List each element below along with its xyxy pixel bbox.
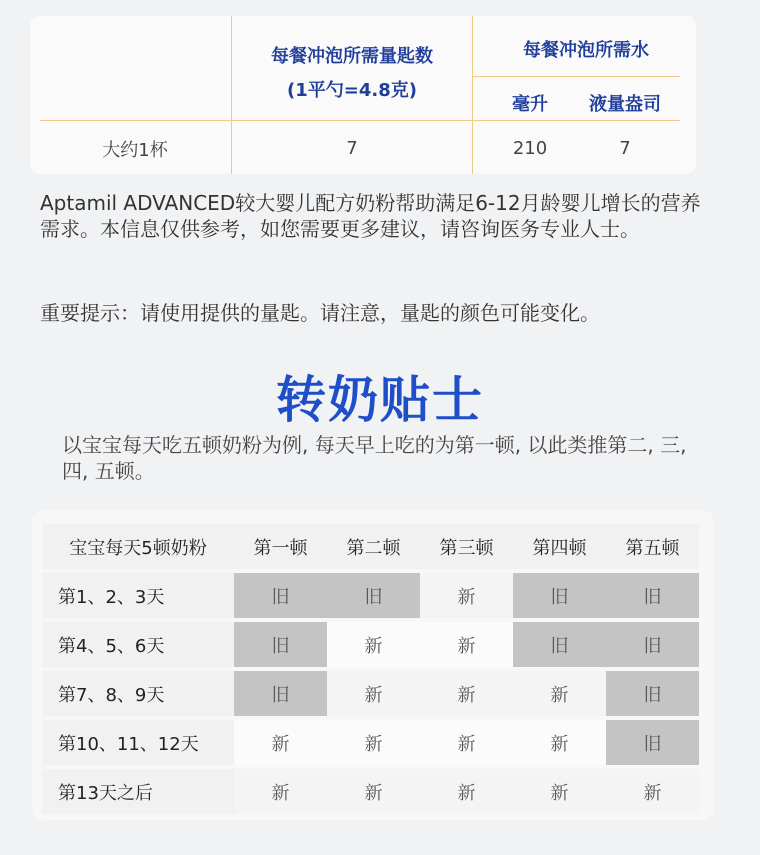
switch-schedule-table — [32, 510, 714, 820]
schedule-cell: 新 — [513, 720, 606, 765]
schedule-cell: 新 — [420, 720, 513, 765]
scoops-value: 7 — [346, 138, 358, 159]
schedule-cell: 旧 — [327, 573, 420, 618]
product-info-paragraph: Aptamil ADVANCED较大婴儿配方奶粉帮助满足6-12月龄婴儿增长的营养需求。本信息仅供参考，如您需要更多建议，请咨询医务专业人士。 — [40, 191, 701, 241]
header-water: 每餐冲泡所需水 — [523, 40, 649, 61]
schedule-row — [42, 573, 699, 618]
header-scoops-note: (1平勺=4.8克) — [287, 80, 417, 101]
important-note: 重要提示：请使用提供的量匙。请注意，量匙的颜色可能变化。 — [40, 301, 600, 325]
floz-value: 7 — [619, 138, 631, 159]
schedule-cell: 新 — [234, 769, 327, 814]
schedule-row — [42, 769, 699, 814]
schedule-row-label: 第7、8、9天 — [42, 671, 234, 716]
schedule-cell: 新 — [327, 720, 420, 765]
meal-header: 第二顿 — [327, 524, 420, 569]
meal-header: 第一顿 — [234, 524, 327, 569]
schedule-cell: 旧 — [234, 573, 327, 618]
schedule-row — [42, 622, 699, 667]
schedule-cell: 旧 — [606, 622, 699, 667]
schedule-row — [42, 720, 699, 765]
schedule-cell: 新 — [327, 671, 420, 716]
tips-description: 以宝宝每天吃五顿奶粉为例, 每天早上吃的为第一顿, 以此类推第二, 三, 四, 五顿。 — [62, 433, 687, 483]
row-label: 大约1杯 — [102, 140, 168, 161]
schedule-cell: 旧 — [234, 622, 327, 667]
schedule-cell: 新 — [420, 622, 513, 667]
schedule-row-label: 第1、2、3天 — [42, 573, 234, 618]
meal-header: 第五顿 — [606, 524, 699, 569]
schedule-cell: 新 — [420, 671, 513, 716]
schedule-row-label: 第13天之后 — [42, 769, 234, 814]
schedule-cell: 新 — [234, 720, 327, 765]
schedule-cell: 旧 — [234, 671, 327, 716]
schedule-cell: 旧 — [513, 622, 606, 667]
schedule-cell: 旧 — [606, 671, 699, 716]
schedule-cell: 新 — [513, 671, 606, 716]
ml-value: 210 — [512, 138, 548, 159]
header-scoops: 每餐冲泡所需量匙数 — [271, 46, 433, 67]
schedule-cell: 新 — [420, 769, 513, 814]
schedule-row — [42, 671, 699, 716]
schedule-row-label: 第4、5、6天 — [42, 622, 234, 667]
schedule-cell: 新 — [606, 769, 699, 814]
schedule-cell: 新 — [420, 573, 513, 618]
schedule-header-row — [42, 524, 699, 569]
schedule-cell: 旧 — [513, 573, 606, 618]
meal-header: 第四顿 — [513, 524, 606, 569]
schedule-cell: 新 — [327, 622, 420, 667]
schedule-cell: 旧 — [606, 573, 699, 618]
header-floz: 液量盎司 — [589, 94, 661, 115]
header-ml: 毫升 — [512, 94, 548, 115]
feeding-table — [30, 16, 696, 174]
schedule-row-label: 第10、11、12天 — [42, 720, 234, 765]
schedule-cell: 新 — [513, 769, 606, 814]
meal-header: 第三顿 — [420, 524, 513, 569]
schedule-cell: 新 — [327, 769, 420, 814]
schedule-cell: 旧 — [606, 720, 699, 765]
schedule-corner: 宝宝每天5顿奶粉 — [42, 524, 234, 569]
tips-title: 转奶贴士 — [276, 371, 484, 429]
